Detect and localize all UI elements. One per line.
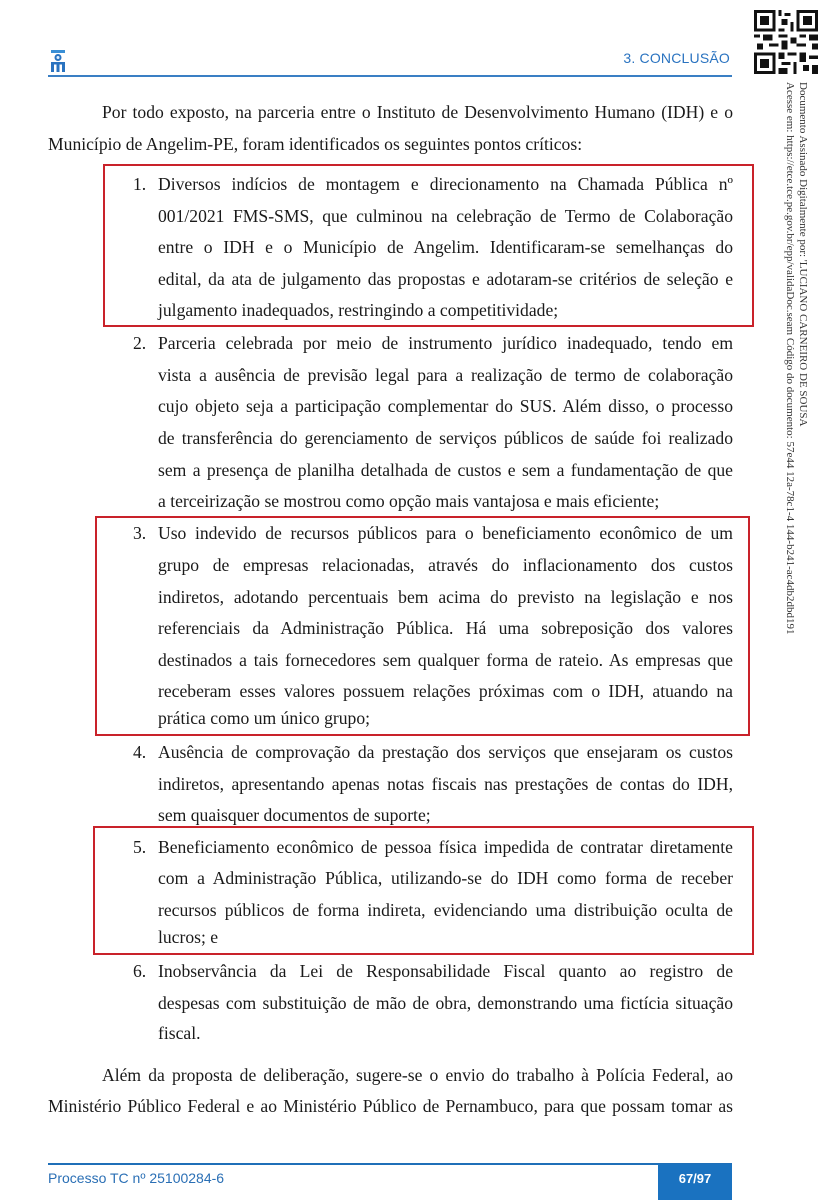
list-item-line: a terceirização se mostrou como opção mais vantajosa e mais eficiente; xyxy=(158,491,660,511)
list-item-line: prática como um único grupo; xyxy=(158,708,371,728)
header-divider xyxy=(48,75,732,77)
list-item-line: referenciais da Administração Pública. Há uma sobreposição dos valores xyxy=(158,618,733,638)
list-item-number: 3. xyxy=(133,523,147,543)
list-item-line: sem a presença de planilha detalhada de custos e sem a fundamentação de que xyxy=(158,460,733,480)
list-item-number: 2. xyxy=(133,333,147,353)
intro-line: Município de Angelim-PE, foram identificados os seguintes pontos críticos: xyxy=(48,134,583,154)
tce-pe-logo-icon xyxy=(50,50,66,72)
list-item-line: lucros; e xyxy=(158,927,219,947)
list-item-line: Inobservância da Lei de Responsabilidade Fiscal quanto ao registro de xyxy=(158,961,733,981)
list-item-line: Beneficiamento econômico de pessoa física impedida de contratar diretamente xyxy=(158,837,733,857)
list-item-line: indiretos, apresentando apenas notas fiscais nas prestações de contas do IDH, xyxy=(158,774,733,794)
list-item-line: Uso indevido de recursos públicos para o beneficiamento econômico de um xyxy=(158,523,733,543)
list-item-number: 1. xyxy=(133,174,147,194)
intro-line: Por todo exposto, na parceria entre o Instituto de Desenvolvimento Humano (IDH) e o xyxy=(102,102,733,122)
list-item-line: Parceria celebrada por meio de instrumento jurídico inadequado, tendo em xyxy=(158,333,733,353)
list-item-line: entre o IDH e o Município de Angelim. Identificaram-se semelhanças do xyxy=(158,237,733,257)
list-item-line: grupo de empresas relacionadas, através do inflacionamento dos custos xyxy=(158,555,733,575)
list-item-line: cujo objeto seja a participação complementar do SUS. Além disso, o processo xyxy=(158,396,733,416)
digital-signature-stamp xyxy=(779,82,839,722)
closing-line: Ministério Público Federal e ao Ministério Público de Pernambuco, para que possam tomar as xyxy=(48,1096,733,1116)
list-item-line: 001/2021 FMS-SMS, que culminou na celebração de Termo de Colaboração xyxy=(158,206,733,226)
process-number: Processo TC nº 25100284-6 xyxy=(48,1170,225,1186)
list-item-line: despesas com substituição de mão de obra, demonstrando uma fictícia situação xyxy=(158,993,733,1013)
list-item-line: com a Administração Pública, utilizando-se do IDH como forma de receber xyxy=(158,868,733,888)
list-item-number: 4. xyxy=(133,742,147,762)
signature-verification: Acesse em: https://etce.tce.pe.gov.br/epp/validaDoc.seam Código do documento: 57e44 12a-78c1-4 144-b241-ac4db2dbd191 xyxy=(784,82,796,635)
list-item-line: fiscal. xyxy=(158,1023,201,1043)
list-item-line: julgamento inadequados, restringindo a competitividade; xyxy=(158,300,559,320)
list-item-line: sem quaisquer documentos de suporte; xyxy=(158,805,431,825)
list-item-line: destinados a tais fornecedores sem qualquer forma de rateio. As empresas que xyxy=(158,650,733,670)
footer-divider xyxy=(48,1163,732,1165)
list-item-line: de transferência do gerenciamento de serviços públicos de saúde foi realizado xyxy=(158,428,733,448)
list-item-line: Ausência de comprovação da prestação dos serviços que ensejaram os custos xyxy=(158,742,733,762)
closing-line: Além da proposta de deliberação, sugere-se o envio do trabalho à Polícia Federal, ao xyxy=(102,1065,733,1085)
qr-code-icon[interactable] xyxy=(754,10,818,74)
list-item-line: vista a ausência de previsão legal para a realização de termo de colaboração xyxy=(158,365,733,385)
list-item-line: recursos públicos de forma indireta, evidenciando uma distribuição oculta de xyxy=(158,900,733,920)
section-title: 3. CONCLUSÃO xyxy=(623,50,730,66)
signature-signer: Documento Assinado Digitalmente por: 'LUCIANO CARNEIRO DE SOUSA xyxy=(797,82,809,427)
list-item-line: Diversos indícios de montagem e direcionamento na Chamada Pública nº xyxy=(158,174,733,194)
page-indicator: 67/97 xyxy=(658,1164,732,1200)
list-item-line: edital, da ata de julgamento das propostas e adotaram-se critérios de seleção e xyxy=(158,269,733,289)
list-item-line: receberam esses valores possuem relações próximas com o IDH, atuando na xyxy=(158,681,733,701)
list-item-number: 5. xyxy=(133,837,147,857)
list-item-line: indiretos, adotando percentuais bem acima do previsto na legislação e nos xyxy=(158,587,733,607)
list-item-number: 6. xyxy=(133,961,147,981)
